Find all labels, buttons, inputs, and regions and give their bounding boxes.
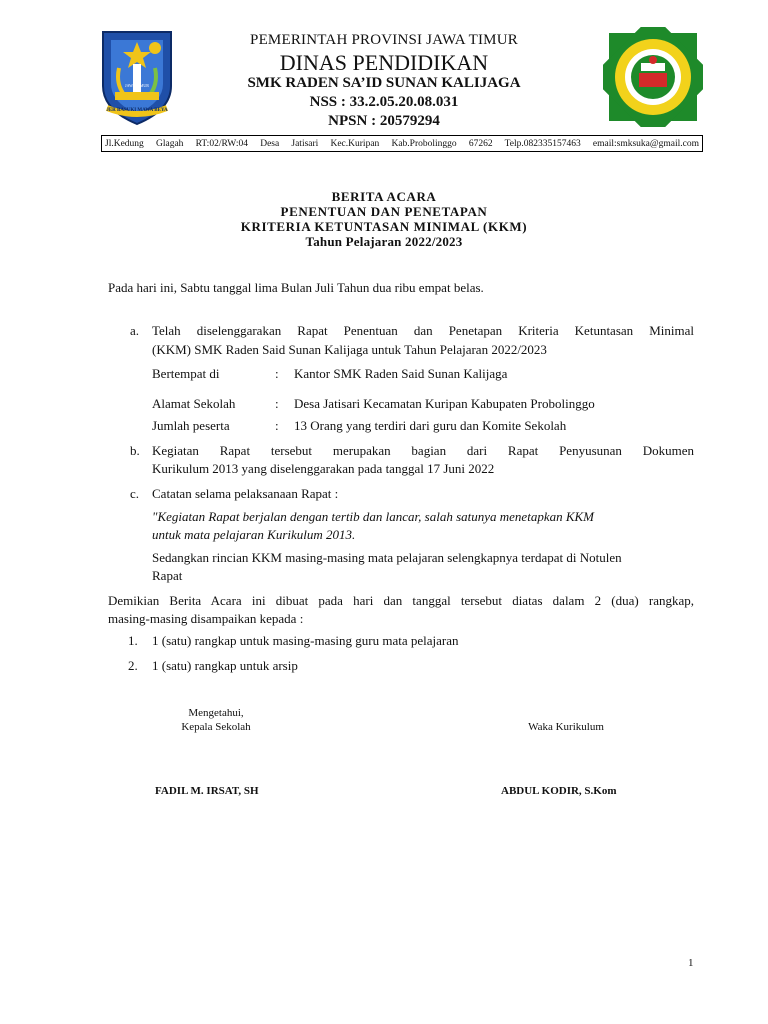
item-a-marker: a. xyxy=(130,323,140,338)
item-b-line1: Kegiatan Rapat tersebut merupakan bagian dari Rapat Penyusunan Dokumen xyxy=(152,443,694,458)
item-c-quote-line1: "Kegiatan Rapat berjalan dengan tertib dan lancar, salah satunya menetapkan KKM xyxy=(152,509,595,524)
item-c-quote-line2: untuk mata pelajaran Kurikulum 2013. xyxy=(152,527,356,542)
doc-title: BERITA ACARA xyxy=(331,189,437,204)
item-c-line1: Catatan selama pelaksanaan Rapat : xyxy=(152,486,339,501)
list-item: 1 (satu) rangkap untuk arsip xyxy=(152,658,298,673)
item-b-line2: Kurikulum 2013 yang diselenggarakan pada tanggal 17 Juni 2022 xyxy=(152,461,495,476)
page-number: 1 xyxy=(688,957,694,969)
list-item: 1 (satu) rangkap untuk masing-masing guru mata pelajaran xyxy=(152,633,459,648)
item-b-marker: b. xyxy=(130,443,140,458)
item-c-note-line1: Sedangkan rincian KKM masing-masing mata pelajaran selengkapnya terdapat di Notulen xyxy=(152,550,622,565)
item-c-note-line2: Rapat xyxy=(152,568,183,583)
doc-subtitle-2: KRITERIA KETUNTASAN MINIMAL (KKM) xyxy=(240,219,528,234)
detail-separator: : xyxy=(275,418,279,433)
intro-paragraph: Pada hari ini, Sabtu tanggal lima Bulan Juli Tahun dua ribu empat belas. xyxy=(108,280,484,295)
list-item-marker: 2. xyxy=(128,658,138,673)
signature-right-label: Waka Kurikulum xyxy=(528,721,604,733)
detail-value: 13 Orang yang terdiri dari guru dan Komite Sekolah xyxy=(294,418,567,433)
detail-label: Alamat Sekolah xyxy=(152,396,236,411)
left-logo-motto: JER BASUKI MAWA BEYA xyxy=(106,108,168,113)
closing-line1: Demikian Berita Acara ini dibuat pada hari dan tanggal tersebut diatas dalam 2 (dua) rangkap, xyxy=(108,593,694,608)
header-department: DINAS PENDIDIKAN xyxy=(279,50,489,75)
header-nss: NSS : 33.2.05.20.08.031 xyxy=(309,94,459,110)
detail-value: Desa Jatisari Kecamatan Kuripan Kabupaten Probolinggo xyxy=(294,396,595,411)
detail-label: Bertempat di xyxy=(152,366,220,381)
detail-separator: : xyxy=(275,366,279,381)
signature-right-name: ABDUL KODIR, S.Kom xyxy=(501,785,617,797)
item-a-line2: (KKM) SMK Raden Said Sunan Kalijaga untuk Tahun Pelajaran 2022/2023 xyxy=(152,342,547,357)
detail-label: Jumlah peserta xyxy=(152,418,230,433)
signature-left-label1: Mengetahui, xyxy=(188,707,244,719)
header-school-name: SMK RADEN SA’ID SUNAN KALIJAGA xyxy=(247,75,521,91)
list-item-marker: 1. xyxy=(128,633,138,648)
header-government: PEMERINTAH PROVINSI JAWA TIMUR xyxy=(250,32,518,48)
doc-subtitle-1: PENENTUAN DAN PENETAPAN xyxy=(280,204,488,219)
signature-left-name: FADIL M. IRSAT, SH xyxy=(155,785,259,797)
left-logo-text: JAWA TIMUR xyxy=(125,83,149,88)
item-c-marker: c. xyxy=(130,486,140,501)
detail-separator: : xyxy=(275,396,279,411)
header-npsn: NPSN : 20579294 xyxy=(328,113,440,129)
header-address: Jl.Kedung Glagah RT:02/RW:04 Desa Jatisari Kec.Kuripan Kab.Probolinggo 67262 Telp.082335157463 email:smksuka@gmail.com xyxy=(101,135,703,152)
item-a-line1: Telah diselenggarakan Rapat Penentuan dan Penetapan Kriteria Ketuntasan Minimal xyxy=(152,323,694,338)
doc-year: Tahun Pelajaran 2022/2023 xyxy=(305,234,463,249)
closing-line2: masing-masing disampaikan kepada : xyxy=(108,611,304,626)
detail-value: Kantor SMK Raden Said Sunan Kalijaga xyxy=(294,366,508,381)
signature-left-label2: Kepala Sekolah xyxy=(181,721,251,733)
